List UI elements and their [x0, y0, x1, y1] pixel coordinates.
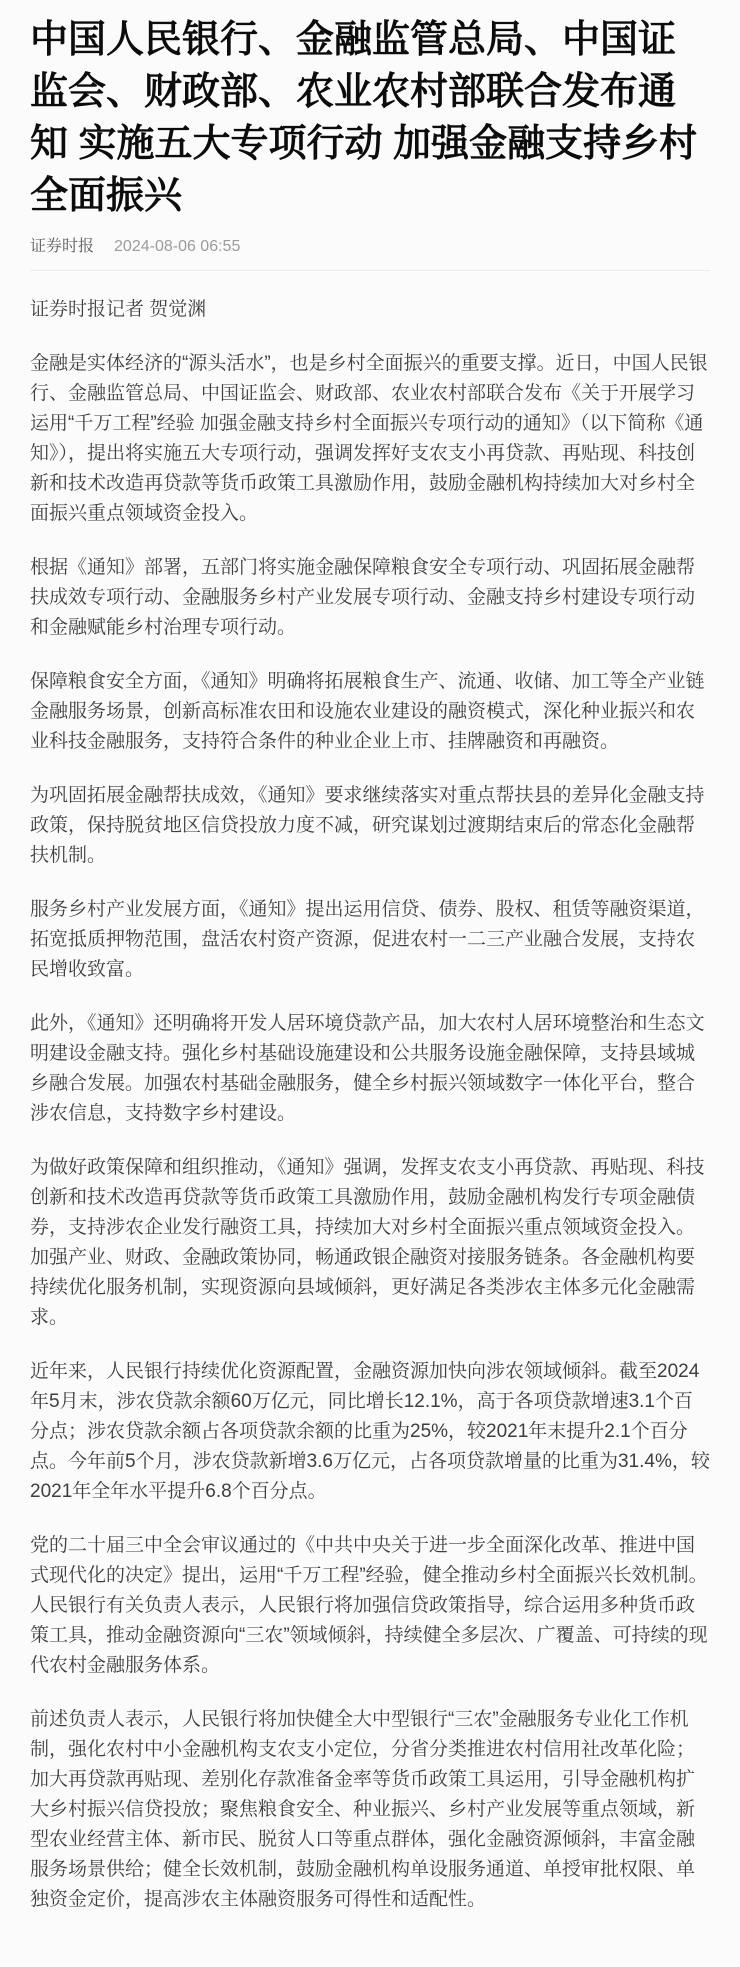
- article-meta: [30, 237, 710, 257]
- paragraph: 此外，《通知》还明确将开发人居环境贷款产品，加大农村人居环境整治和生态文明建设金融支持。强化乡村基础设施建设和公共服务设施金融保障，支持县域城乡融合发展。加强农村基础金融服务，健全乡村振兴领域数字一体化平台，整合涉农信息，支持数字乡村建设。: [30, 1013, 705, 1124]
- paragraph: 为做好政策保障和组织推动，《通知》强调，发挥支农支小再贷款、再贴现、科技创新和技术改造再贷款等货币政策工具激励作用，鼓励金融机构发行专项金融债券，支持涉农企业发行融资工具，持续加大对乡村全面振兴重点领域资金投入。加强产业、财政、金融政策协同，畅通政银企融资对接服务链条。各金融机构要持续优化服务机制，实现资源向县域倾斜，更好满足各类涉农主体多元化金融需求。: [30, 1157, 705, 1328]
- paragraph: 服务乡村产业发展方面，《通知》提出运用信贷、债券、股权、租赁等融资渠道，拓宽抵质押物范围，盘活农村资产资源，促进农村一二三产业融合发展，支持农民增收致富。: [30, 899, 705, 980]
- paragraph: 前述负责人表示，人民银行将加快健全大中型银行“三农”金融服务专业化工作机制，强化农村中小金融机构支农支小定位，分省分类推进农村信用社改革化险；加大再贷款再贴现、差别化存款准备金率等货币政策工具运用，引导金融机构扩大乡村振兴信贷投放；聚焦粮食安全、种业振兴、乡村产业发展等重点领域，新型农业经营主体、新市民、脱贫人口等重点群体，强化金融资源倾斜，丰富金融服务场景供给；健全长效机制，鼓励金融机构单设服务通道、单授审批权限、单独资金定价，提高涉农主体融资服务可得性和适配性。: [30, 1709, 696, 1910]
- paragraph: 根据《通知》部署，五部门将实施金融保障粮食安全专项行动、巩固拓展金融帮扶成效专项行动、金融服务乡村产业发展专项行动、金融支持乡村建设专项行动和金融赋能乡村治理专项行动。: [30, 557, 696, 638]
- source-name[interactable]: 证券时报: [30, 238, 95, 255]
- paragraph: 金融是实体经济的“源头活水”，也是乡村全面振兴的重要支撑。近日，中国人民银行、金融监管总局、中国证监会、财政部、农业农村部联合发布《关于开展学习运用“千万工程”经验 加强金融支持乡村全面振兴专项行动的通知》（以下简称《通知》），提出将实施五大专项行动，强调发挥好支农支小再贷款、再贴现、科技创新和技术改造再贷款等货币政策工具激励作用，鼓励金融机构持续加大对乡村全面振兴重点领域资金投入。: [30, 353, 708, 524]
- paragraph: 为巩固拓展金融帮扶成效，《通知》要求继续落实对重点帮扶县的差异化金融支持政策，保持脱贫地区信贷投放力度不减，研究谋划过渡期结束后的常态化金融帮扶机制。: [30, 785, 705, 866]
- article-body: [30, 295, 710, 1915]
- byline: 证券时报记者 贺觉渊: [30, 299, 207, 320]
- paragraph: 保障粮食安全方面，《通知》明确将拓展粮食生产、流通、收储、加工等全产业链金融服务场景，创新高标准农田和设施农业建设的融资模式，深化种业振兴和农业科技金融服务，支持符合条件的种业企业上市、挂牌融资和再融资。: [30, 671, 705, 752]
- article-title: 中国人民银行、金融监管总局、中国证监会、财政部、农业农村部联合发布通知 实施五大专项行动 加强金融支持乡村全面振兴: [30, 19, 698, 217]
- publish-time: 2024-08-06 06:55: [114, 238, 241, 255]
- divider: [30, 270, 710, 271]
- paragraph: 近年来，人民银行持续优化资源配置，金融资源加快向涉农领域倾斜。截至2024年5月末，涉农贷款余额60万亿元，同比增长12.1%，高于各项贷款增速3.1个百分点；涉农贷款余额占各项贷款余额的比重为25%，较2021年末提升2.1个百分点。今年前5个月，涉农贷款新增3.6万亿元，占各项贷款增量的比重为31.4%，较2021年全年水平提升6.8个百分点。: [30, 1361, 710, 1502]
- paragraph: 党的二十届三中全会审议通过的《中共中央关于进一步全面深化改革、推进中国式现代化的决定》提出，运用“千万工程”经验，健全推动乡村全面振兴长效机制。人民银行有关负责人表示，人民银行将加强信贷政策指导，综合运用多种货币政策工具，推动金融资源向“三农”领域倾斜，持续健全多层次、广覆盖、可持续的现代农村金融服务体系。: [30, 1535, 708, 1676]
